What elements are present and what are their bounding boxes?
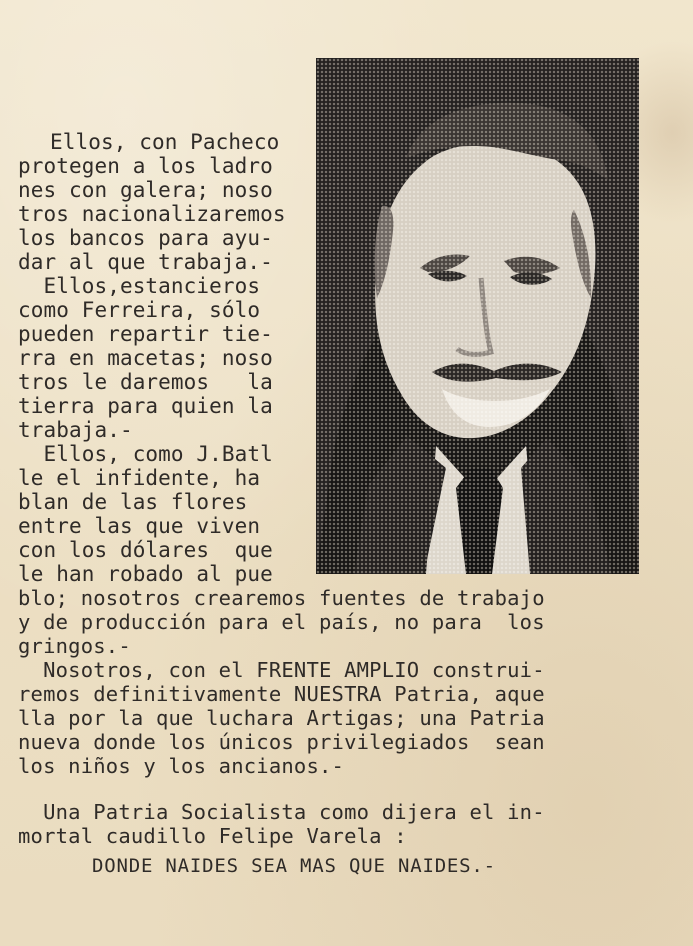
text-line-19: le han robado al pue <box>18 562 273 586</box>
text-line-9: pueden repartir tie- <box>18 322 273 346</box>
text-line-13: trabaja.- <box>18 418 133 442</box>
text-line-20: blo; nosotros crearemos fuentes de trabajo <box>18 586 545 610</box>
text-line-26: nueva donde los únicos privilegiados sean <box>18 730 545 754</box>
text-line-14: Ellos, como J.Batl <box>18 442 273 466</box>
text-line-12: tierra para quien la <box>18 394 273 418</box>
text-line-15: le el infidente, ha <box>18 466 261 490</box>
text-line-10: rra en macetas; noso <box>18 346 273 370</box>
text-line-8: como Ferreira, sólo <box>18 298 261 322</box>
text-line-23: Nosotros, con el FRENTE AMPLIO construi- <box>18 658 545 682</box>
text-line-25: lla por la que luchara Artigas; una Patria <box>18 706 545 730</box>
closing-slogan: DONDE NAIDES SEA MAS QUE NAIDES.- <box>92 855 496 877</box>
text-line-5: los bancos para ayu- <box>18 226 273 250</box>
text-line-16: blan de las flores <box>18 490 248 514</box>
portrait-photo <box>316 58 639 574</box>
text-line-21: y de producción para el país, no para los <box>18 610 545 634</box>
text-line-24: remos definitivamente NUESTRA Patria, aque <box>18 682 545 706</box>
text-line-2: protegen a los ladro <box>18 154 273 178</box>
text-line-4: tros nacionalizaremos <box>18 202 286 226</box>
text-line-29: Una Patria Socialista como dijera el in- <box>18 800 545 824</box>
text-line-30: mortal caudillo Felipe Varela : <box>18 824 407 848</box>
text-line-22: gringos.- <box>18 634 131 658</box>
text-line-3: nes con galera; noso <box>18 178 273 202</box>
text-line-1: Ellos, con Pacheco <box>50 130 280 154</box>
halftone-overlay <box>316 58 639 574</box>
text-line-18: con los dólares que <box>18 538 273 562</box>
text-line-27: los niños y los ancianos.- <box>18 754 345 778</box>
text-line-11: tros le daremos la <box>18 370 273 394</box>
text-line-17: entre las que viven <box>18 514 261 538</box>
text-line-7: Ellos,estancieros <box>18 274 261 298</box>
text-line-6: dar al que trabaja.- <box>18 250 273 274</box>
